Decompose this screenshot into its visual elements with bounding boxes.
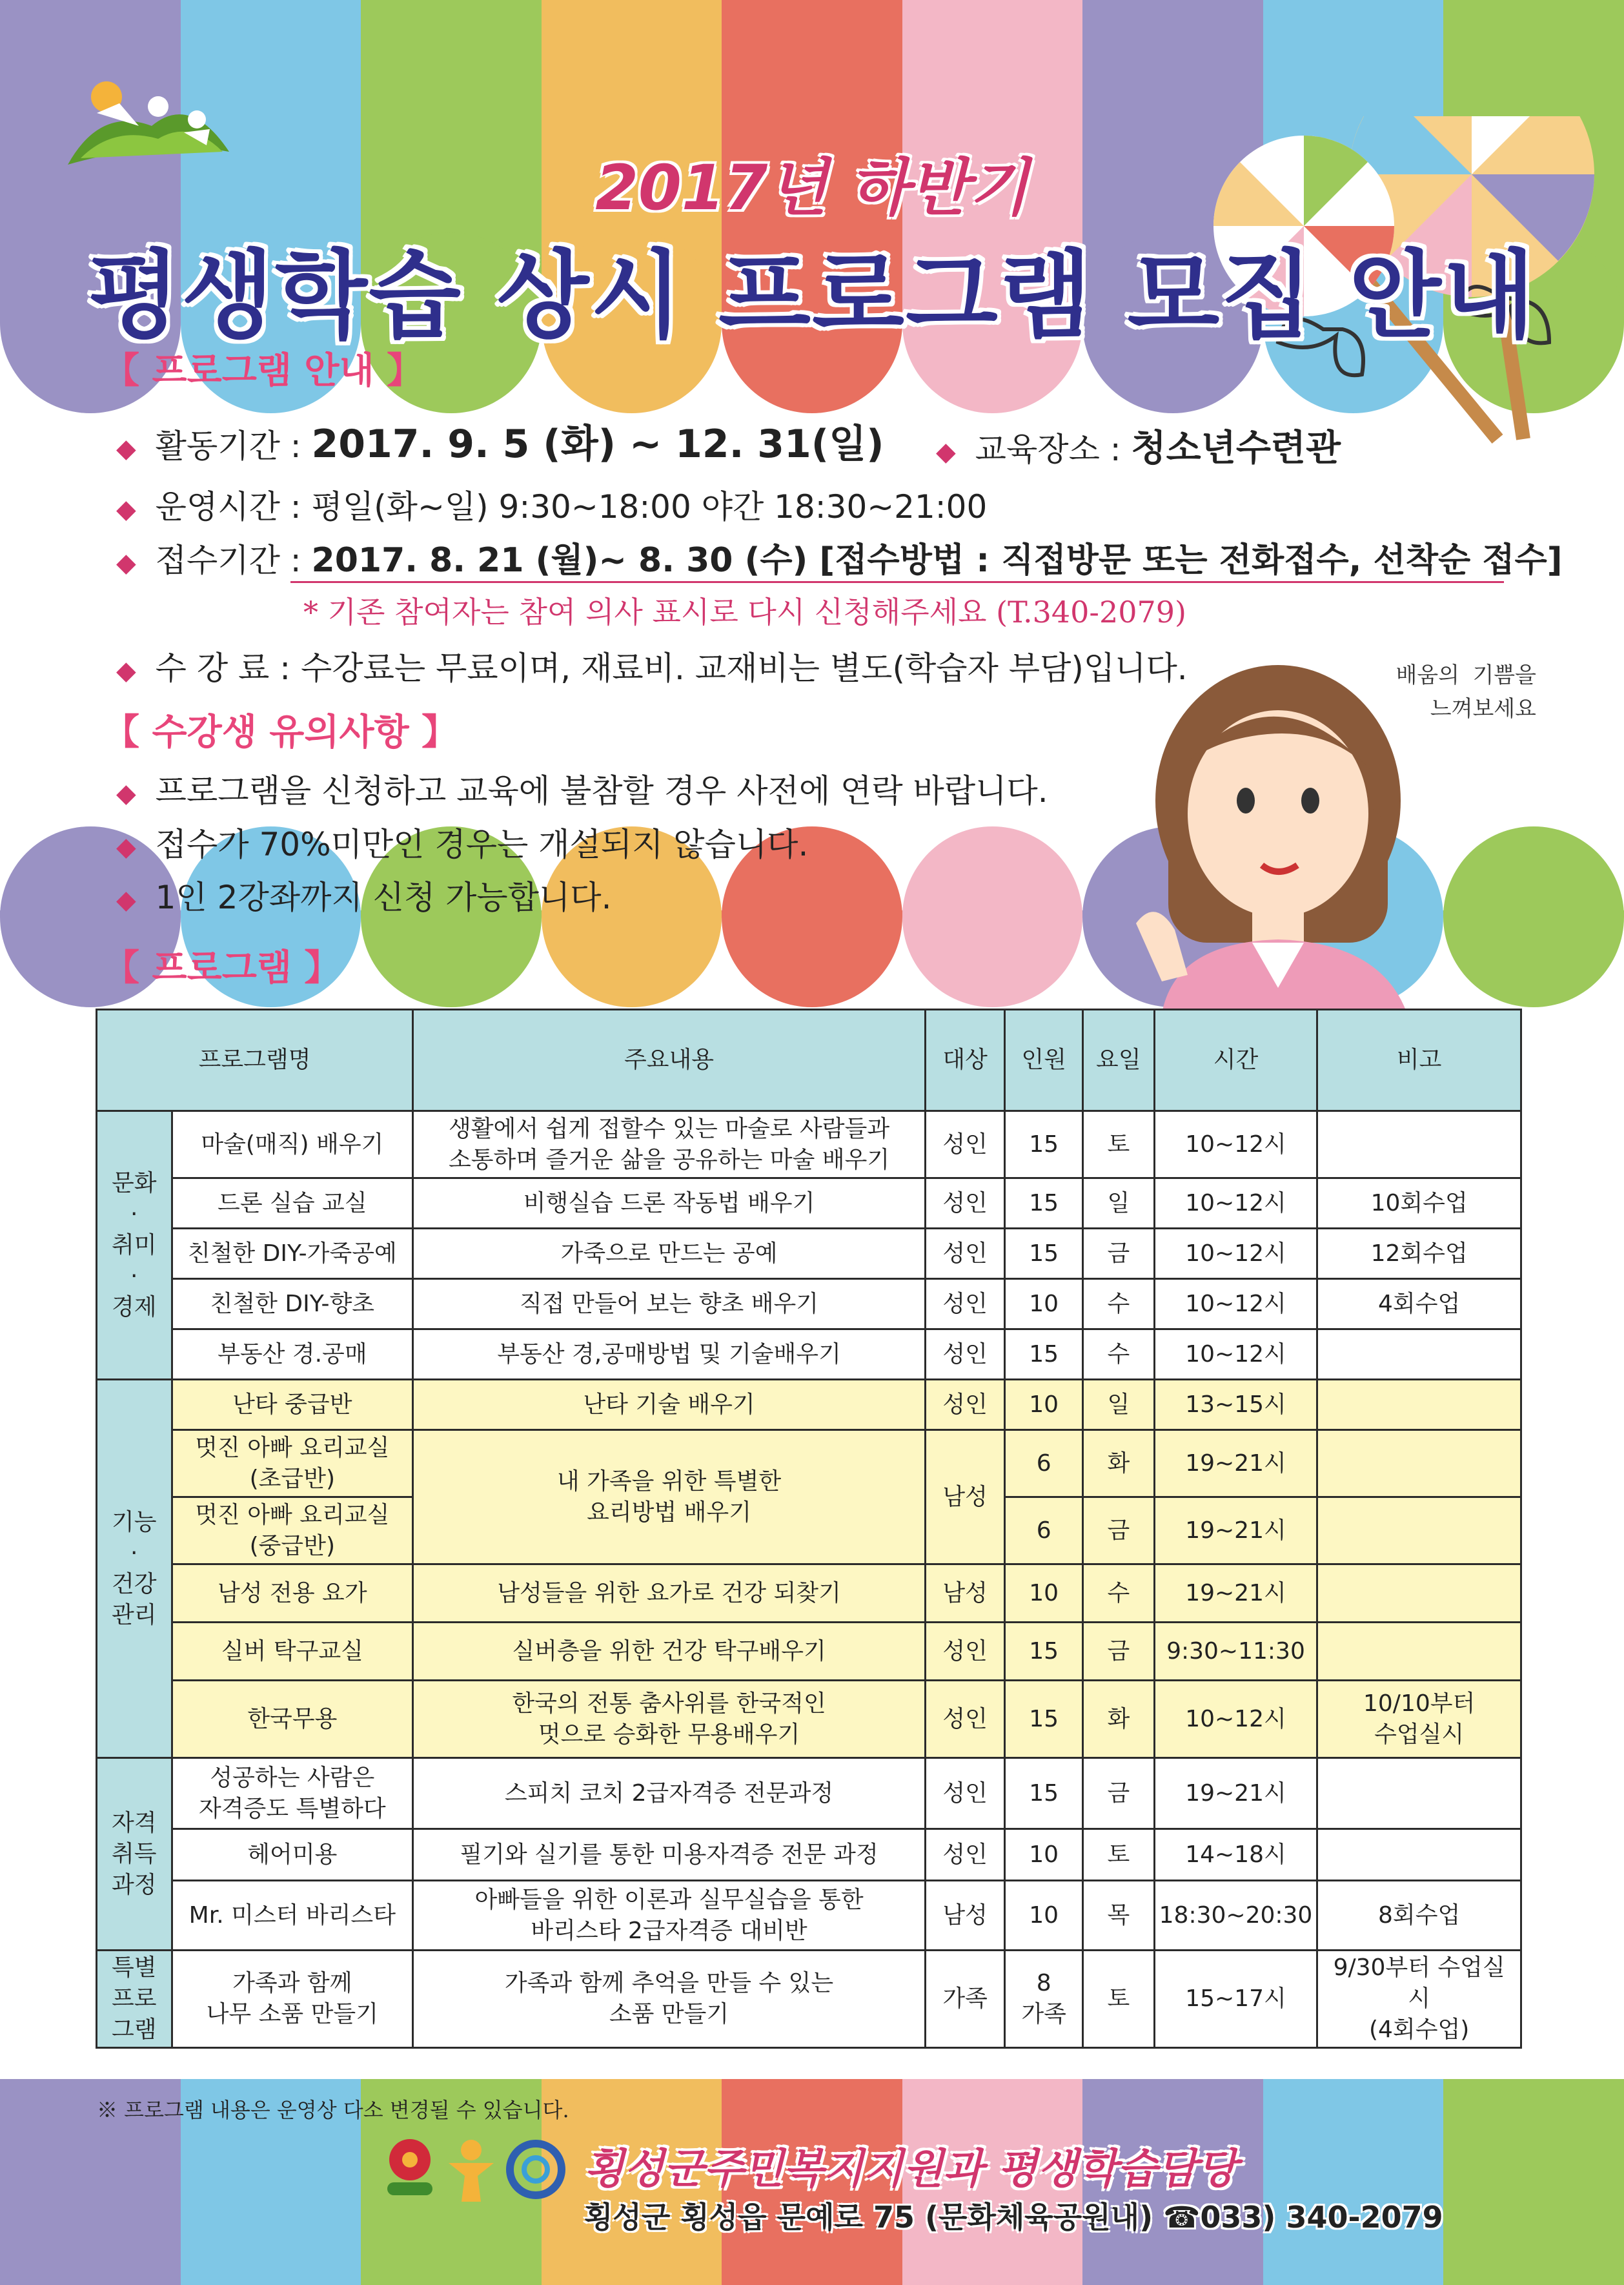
program-name-cell: 멋진 아빠 요리교실 (초급반) <box>172 1430 413 1497</box>
diamond-bullet-icon: ◆ <box>936 437 956 467</box>
diamond-bullet-icon: ◆ <box>116 832 136 862</box>
time-cell: 10~12시 <box>1154 1329 1317 1380</box>
time-cell: 10~12시 <box>1154 1111 1317 1178</box>
capacity-cell: 10 <box>1005 1380 1083 1430</box>
target-cell: 성인 <box>925 1681 1004 1758</box>
table-row <box>97 1229 1521 1279</box>
target-cell: 남성 <box>925 1430 1004 1564</box>
remark-cell <box>1317 1430 1521 1497</box>
reception-underline <box>290 581 1504 583</box>
table-row <box>97 1681 1521 1758</box>
program-name-cell: 드론 실습 교실 <box>172 1178 413 1229</box>
day-cell: 일 <box>1083 1380 1155 1430</box>
table-row <box>97 1380 1521 1430</box>
program-name-cell: Mr. 미스터 바리스타 <box>172 1881 413 1951</box>
stripe-scallop <box>1443 826 1624 1007</box>
remark-cell <box>1317 1497 1521 1564</box>
speech-line-1: 배움의 기쁨을 <box>1396 662 1536 688</box>
content-cell: 한국의 전통 춤사위를 한국적인 멋으로 승화한 무용배우기 <box>413 1681 926 1758</box>
time-cell: 19~21시 <box>1154 1564 1317 1623</box>
time-cell: 9:30~11:30 <box>1154 1623 1317 1681</box>
teacher-illustration <box>1136 652 1420 1014</box>
remark-cell <box>1317 1329 1521 1380</box>
target-cell: 성인 <box>925 1623 1004 1681</box>
footer-address: 횡성군 횡성읍 문예로 75 (문화체육공원내) ☎033) 340-2079 <box>584 2200 1443 2235</box>
time-cell: 15~17시 <box>1154 1951 1317 2048</box>
capacity-cell: 15 <box>1005 1681 1083 1758</box>
capacity-cell: 15 <box>1005 1623 1083 1681</box>
program-name-cell: 성공하는 사람은 자격증도 특별하다 <box>172 1758 413 1829</box>
notice-text: 접수가 70%미만인 경우는 개설되지 않습니다. <box>155 826 809 863</box>
content-cell: 스피치 코치 2급자격증 전문과정 <box>413 1758 926 1829</box>
period-value: 2017. 9. 5 (화) ~ 12. 31(일) <box>311 422 884 467</box>
hours-value: 평일(화~일) 9:30~18:00 야간 18:30~21:00 <box>311 488 988 526</box>
reception-note: * 기존 참여자는 참여 의사 표시로 다시 신청해주세요 (T.340-2079) <box>303 595 1186 630</box>
capacity-cell: 15 <box>1005 1229 1083 1279</box>
time-cell: 19~21시 <box>1154 1758 1317 1829</box>
period-label: 활동기간 : <box>155 427 301 465</box>
content-cell: 생활에서 쉽게 접할수 있는 마술로 사람들과 소통하며 즐거운 삶을 공유하는 마술 배우기 <box>413 1111 926 1178</box>
table-row <box>97 1881 1521 1951</box>
county-logo-icon <box>374 2131 568 2208</box>
place-line <box>936 420 1341 471</box>
remark-cell <box>1317 1380 1521 1430</box>
program-name-cell: 친철한 DIY-향초 <box>172 1279 413 1329</box>
category-cell: 특별 프로 그램 <box>97 1951 172 2048</box>
time-cell: 10~12시 <box>1154 1229 1317 1279</box>
time-cell: 19~21시 <box>1154 1430 1317 1497</box>
place-value: 청소년수련관 <box>1131 427 1341 469</box>
diamond-bullet-icon: ◆ <box>116 434 136 464</box>
capacity-cell: 6 <box>1005 1430 1083 1497</box>
title-year: 2017년 하반기 <box>595 152 1029 224</box>
target-cell: 성인 <box>925 1111 1004 1178</box>
remark-cell <box>1317 1111 1521 1178</box>
target-cell: 성인 <box>925 1758 1004 1829</box>
target-cell: 성인 <box>925 1829 1004 1881</box>
program-table <box>96 1009 1522 2049</box>
fee-line <box>116 642 1188 689</box>
section-programs: 【 프로그램 】 <box>103 947 341 989</box>
content-cell: 난타 기술 배우기 <box>413 1380 926 1430</box>
content-cell: 비행실습 드론 작동법 배우기 <box>413 1178 926 1229</box>
table-row <box>97 1829 1521 1881</box>
table-row <box>97 1329 1521 1380</box>
reception-value: 2017. 8. 21 (월)~ 8. 30 (수) [접수방법 : 직접방문 또는 전화접수, 선착순 접수] <box>311 541 1563 580</box>
reception-line <box>116 533 1563 581</box>
day-cell: 화 <box>1083 1430 1155 1497</box>
page-title: 평생학습 상시 프로그램 모집 안내 <box>88 240 1536 351</box>
target-cell: 성인 <box>925 1229 1004 1279</box>
day-cell: 금 <box>1083 1758 1155 1829</box>
content-cell: 부동산 경,공매방법 및 기술배우기 <box>413 1329 926 1380</box>
content-cell: 직접 만들어 보는 향초 배우기 <box>413 1279 926 1329</box>
day-cell: 수 <box>1083 1329 1155 1380</box>
capacity-cell: 10 <box>1005 1279 1083 1329</box>
notice-text: 프로그램을 신청하고 교육에 불참할 경우 사전에 연락 바랍니다. <box>155 772 1048 810</box>
col-header: 대상 <box>925 1010 1004 1111</box>
target-cell: 남성 <box>925 1564 1004 1623</box>
program-name-cell: 멋진 아빠 요리교실 (중급반) <box>172 1497 413 1564</box>
col-header: 비고 <box>1317 1010 1521 1111</box>
section-notice: 【 수강생 유의사항 】 <box>103 712 458 753</box>
notice-text: 1인 2강좌까지 신청 가능합니다. <box>155 879 612 916</box>
time-cell: 10~12시 <box>1154 1178 1317 1229</box>
content-cell: 아빠들을 위한 이론과 실무실습을 통한 바리스타 2급자격증 대비반 <box>413 1881 926 1951</box>
stripe-scallop <box>902 826 1083 1007</box>
notice-item <box>116 765 1048 812</box>
program-name-cell: 난타 중급반 <box>172 1380 413 1430</box>
day-cell: 목 <box>1083 1881 1155 1951</box>
col-header: 주요내용 <box>413 1010 926 1111</box>
program-name-cell: 가족과 함께 나무 소품 만들기 <box>172 1951 413 2048</box>
capacity-cell: 6 <box>1005 1497 1083 1564</box>
category-cell: 기능 · 건강 관리 <box>97 1380 172 1758</box>
content-cell: 내 가족을 위한 특별한 요리방법 배우기 <box>413 1430 926 1564</box>
day-cell: 금 <box>1083 1229 1155 1279</box>
target-cell: 남성 <box>925 1881 1004 1951</box>
day-cell: 화 <box>1083 1681 1155 1758</box>
target-cell: 성인 <box>925 1178 1004 1229</box>
table-row <box>97 1430 1521 1497</box>
time-cell: 18:30~20:30 <box>1154 1881 1317 1951</box>
capacity-cell: 15 <box>1005 1178 1083 1229</box>
day-cell: 수 <box>1083 1279 1155 1329</box>
capacity-cell: 8 가족 <box>1005 1951 1083 2048</box>
col-header: 프로그램명 <box>97 1010 413 1111</box>
section-program-info: 【 프로그램 안내 】 <box>103 350 423 392</box>
table-row <box>97 1758 1521 1829</box>
day-cell: 수 <box>1083 1564 1155 1623</box>
time-cell: 13~15시 <box>1154 1380 1317 1430</box>
category-cell: 문화 · 취미 · 경제 <box>97 1111 172 1380</box>
program-name-cell: 부동산 경.공매 <box>172 1329 413 1380</box>
table-row <box>97 1623 1521 1681</box>
table-row <box>97 1951 1521 2048</box>
diamond-bullet-icon: ◆ <box>116 779 136 808</box>
capacity-cell: 10 <box>1005 1564 1083 1623</box>
table-header <box>97 1010 1521 1111</box>
col-header: 요일 <box>1083 1010 1155 1111</box>
capacity-cell: 10 <box>1005 1881 1083 1951</box>
target-cell: 성인 <box>925 1380 1004 1430</box>
speech-line-2: 느껴보세요 <box>1430 696 1536 722</box>
diamond-bullet-icon: ◆ <box>116 495 136 524</box>
table-row <box>97 1178 1521 1229</box>
fee-label: 수 강 료 : <box>155 650 291 687</box>
notice-item <box>116 872 611 918</box>
remark-cell: 12회수업 <box>1317 1229 1521 1279</box>
reception-label: 접수기간 : <box>155 542 301 579</box>
capacity-cell: 15 <box>1005 1111 1083 1178</box>
diamond-bullet-icon: ◆ <box>116 548 136 578</box>
day-cell: 금 <box>1083 1497 1155 1564</box>
program-name-cell: 마술(매직) 배우기 <box>172 1111 413 1178</box>
place-label: 교육장소 : <box>975 431 1121 468</box>
table-row <box>97 1564 1521 1623</box>
capacity-cell: 15 <box>1005 1758 1083 1829</box>
remark-cell <box>1317 1829 1521 1881</box>
remark-cell: 10/10부터 수업실시 <box>1317 1681 1521 1758</box>
remark-cell <box>1317 1623 1521 1681</box>
col-header: 시간 <box>1154 1010 1317 1111</box>
diamond-bullet-icon: ◆ <box>116 885 136 915</box>
time-cell: 10~12시 <box>1154 1279 1317 1329</box>
remark-cell <box>1317 1758 1521 1829</box>
content-cell: 가족과 함께 추억을 만들 수 있는 소품 만들기 <box>413 1951 926 2048</box>
capacity-cell: 10 <box>1005 1829 1083 1881</box>
day-cell: 일 <box>1083 1178 1155 1229</box>
day-cell: 토 <box>1083 1829 1155 1881</box>
program-name-cell: 한국무용 <box>172 1681 413 1758</box>
footer-note: ※ 프로그램 내용은 운영상 다소 변경될 수 있습니다. <box>97 2098 569 2122</box>
diamond-bullet-icon: ◆ <box>116 656 136 686</box>
remark-cell: 4회수업 <box>1317 1279 1521 1329</box>
table-row <box>97 1111 1521 1178</box>
program-name-cell: 남성 전용 요가 <box>172 1564 413 1623</box>
notice-item <box>116 819 808 865</box>
category-cell: 자격 취득 과정 <box>97 1758 172 1951</box>
fee-value: 수강료는 무료이며, 재료비. 교재비는 별도(학습자 부담)입니다. <box>301 650 1188 687</box>
day-cell: 토 <box>1083 1111 1155 1178</box>
program-name-cell: 실버 탁구교실 <box>172 1623 413 1681</box>
footer-org: 횡성군주민복지지원과 평생학습담당 <box>584 2146 1237 2193</box>
content-cell: 실버층을 위한 건강 탁구배우기 <box>413 1623 926 1681</box>
time-cell: 19~21시 <box>1154 1497 1317 1564</box>
time-cell: 14~18시 <box>1154 1829 1317 1881</box>
remark-cell: 10회수업 <box>1317 1178 1521 1229</box>
program-name-cell: 헤어미용 <box>172 1829 413 1881</box>
target-cell: 가족 <box>925 1951 1004 2048</box>
remark-cell: 9/30부터 수업실시 (4회수업) <box>1317 1951 1521 2048</box>
hours-label: 운영시간 : <box>155 488 301 526</box>
remark-cell <box>1317 1564 1521 1623</box>
day-cell: 토 <box>1083 1951 1155 2048</box>
remark-cell: 8회수업 <box>1317 1881 1521 1951</box>
day-cell: 금 <box>1083 1623 1155 1681</box>
col-header: 인원 <box>1005 1010 1083 1111</box>
target-cell: 성인 <box>925 1329 1004 1380</box>
time-cell: 10~12시 <box>1154 1681 1317 1758</box>
period-line <box>116 413 884 469</box>
content-cell: 가죽으로 만드는 공예 <box>413 1229 926 1279</box>
table-row <box>97 1279 1521 1329</box>
hours-line <box>116 481 987 528</box>
content-cell: 남성들을 위한 요가로 건강 되찾기 <box>413 1564 926 1623</box>
content-cell: 필기와 실기를 통한 미용자격증 전문 과정 <box>413 1829 926 1881</box>
target-cell: 성인 <box>925 1279 1004 1329</box>
capacity-cell: 15 <box>1005 1329 1083 1380</box>
program-name-cell: 친철한 DIY-가죽공예 <box>172 1229 413 1279</box>
